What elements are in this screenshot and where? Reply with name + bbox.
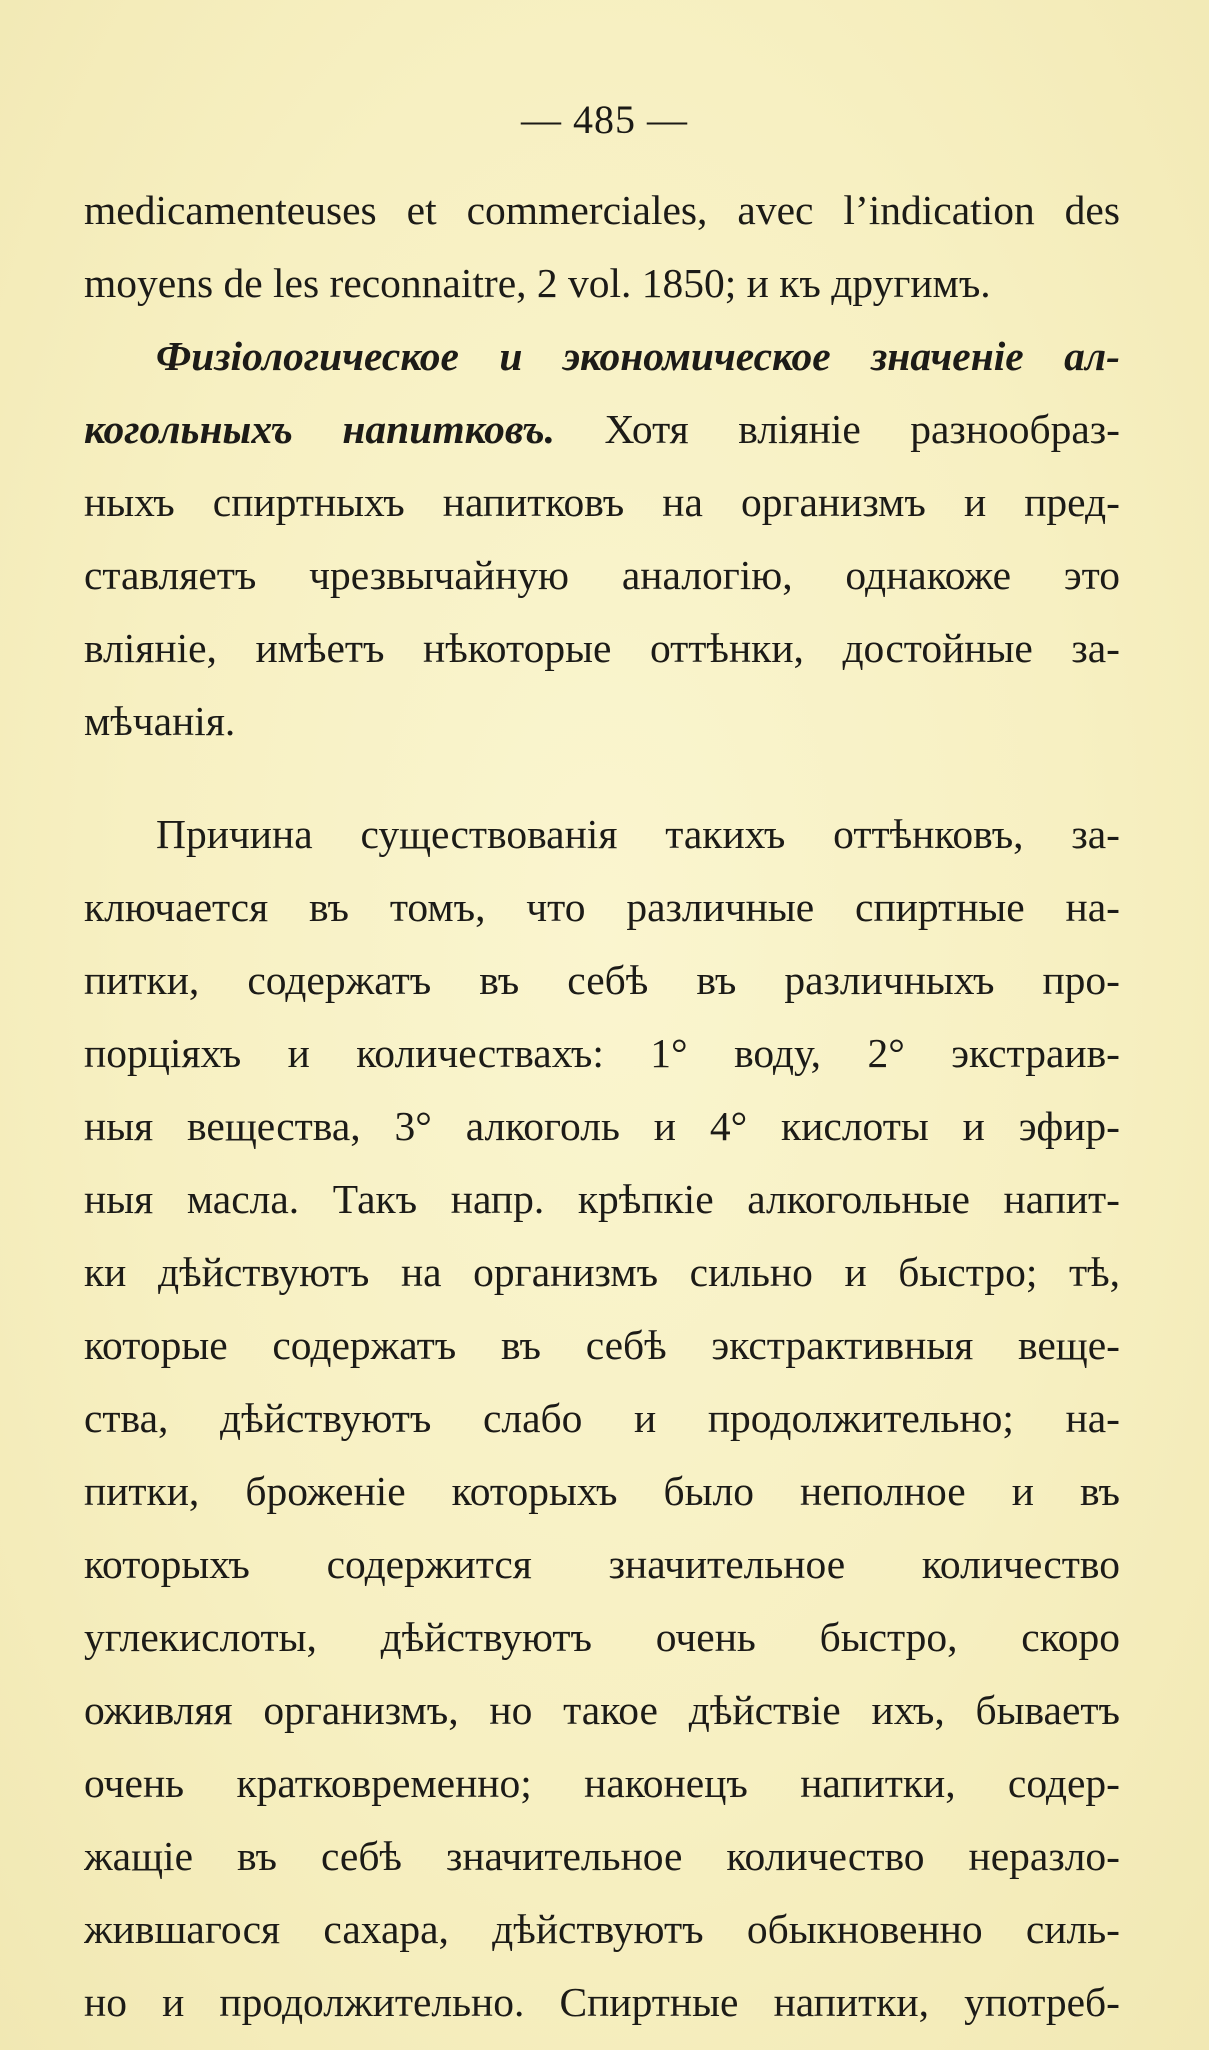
text-line — [84, 320, 1120, 393]
text-line: которыхъ содержится значительное количество — [84, 1541, 1120, 1587]
text-line: которые содержатъ въ себѣ экстрактивныя веще- — [84, 1322, 1120, 1368]
paragraph-gap — [84, 758, 1120, 798]
page-number: — 485 — — [521, 97, 688, 142]
text-line: medicamenteuses et commerciales, avec l’indication des — [84, 187, 1120, 233]
page-text — [84, 174, 1120, 2039]
text-line: порцiяхъ и количествахъ: 1° воду, 2° экстраив- — [84, 1030, 1120, 1076]
text-span: Хотя влiянiе разнообраз- — [555, 406, 1120, 452]
text-line: ключается въ томъ, что различные спиртные на- — [84, 884, 1120, 930]
text-line: питки, броженiе которыхъ было неполное и въ — [84, 1468, 1120, 1514]
text-line: но и продолжительно. Спиртные напитки, употреб- — [84, 1979, 1120, 2025]
text-line: ставляетъ чрезвычайную аналогiю, однакоже это — [84, 552, 1120, 598]
text-line: оживляя организмъ, но такое дѣйствiе ихъ, бываетъ — [84, 1687, 1120, 1733]
text-line: Причина существованiя такихъ оттѣнковъ, за- — [156, 811, 1120, 857]
text-line: очень кратковременно; наконецъ напитки, содер- — [84, 1760, 1120, 1806]
text-line: углекислоты, дѣйствуютъ очень быстро, скоро — [84, 1614, 1120, 1660]
text-line: влiянiе, имѣетъ нѣкоторые оттѣнки, достойные за- — [84, 625, 1120, 671]
text-line: питки, содержатъ въ себѣ въ различныхъ про- — [84, 957, 1120, 1003]
text-line: жащiе въ себѣ значительное количество неразло- — [84, 1833, 1120, 1879]
text-line: ныхъ спиртныхъ напитковъ на организмъ и пред- — [84, 479, 1120, 525]
section-heading: Физiологическое и экономическое значенiе ал- — [156, 333, 1120, 379]
text-line: ныя масла. Такъ напр. крѣпкiе алкогольные напит- — [84, 1176, 1120, 1222]
section-heading: когольныхъ напитковъ. — [84, 406, 556, 452]
text-line: ки дѣйствуютъ на организмъ сильно и быстро; тѣ, — [84, 1249, 1120, 1295]
text-line: жившагося сахара, дѣйствуютъ обыкновенно силь- — [84, 1906, 1120, 1952]
text-line: мѣчанiя. — [84, 698, 236, 744]
text-line: ныя вещества, 3° алкоголь и 4° кислоты и эфир- — [84, 1103, 1120, 1149]
text-line: ства, дѣйствуютъ слабо и продолжительно; на- — [84, 1395, 1120, 1441]
text-line: moyens de les reconnaitre, 2 vol. 1850; и къ другимъ. — [84, 260, 991, 306]
text-line — [84, 393, 1120, 466]
